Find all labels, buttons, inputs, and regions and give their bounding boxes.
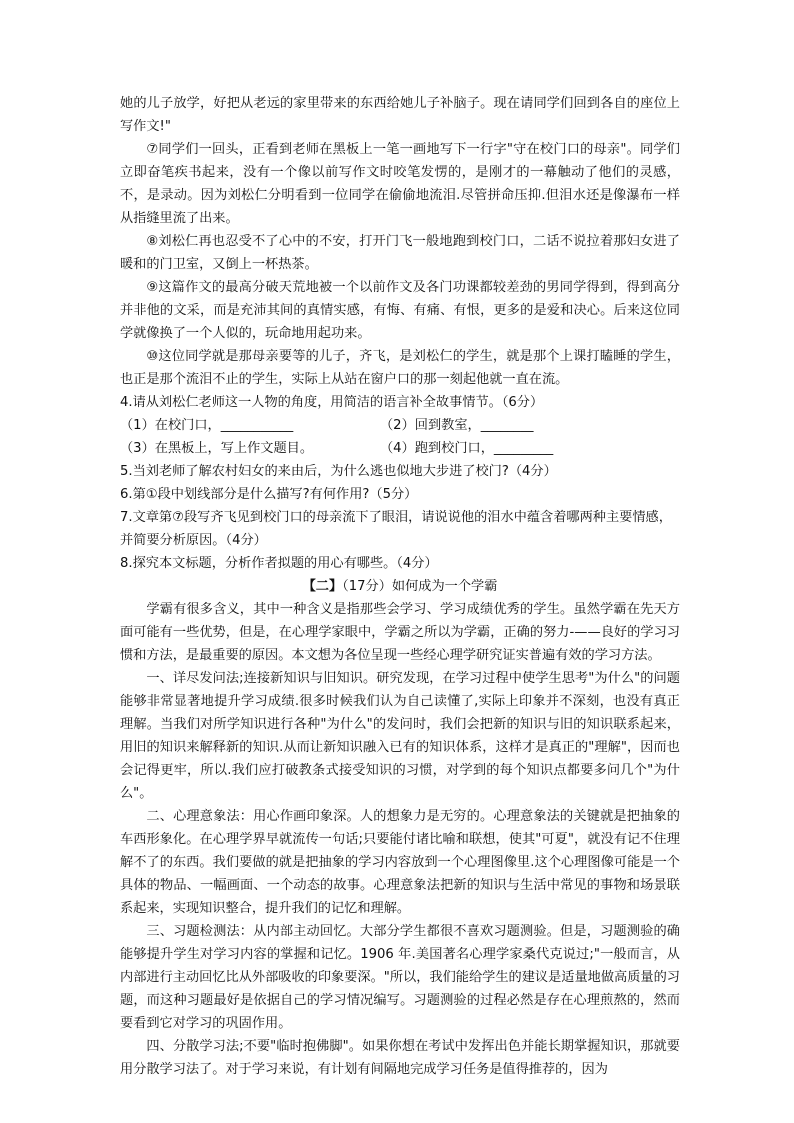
section-2-title: （17分）如何成为一个学霸 — [342, 579, 498, 594]
passage1-paragraph-10: ⑩这位同学就是那母亲要等的儿子，齐飞，是刘松仁的学生，就是那个上课打瞌睡的学生，也正是那个流泪不止的学生，实际上从站在窗户口的那一刻起他就一直在流。 — [120, 349, 680, 387]
passage2-method-4: 四、分散学习法;不要"临时抱佛脚"。如果你想在考试中发挥出色并能长期掌握知识，那就要用分散学习法了。对于学习来说，有计划有间隔地完成学习任务是值得推荐的，因为 — [120, 1039, 680, 1077]
question-4: 4.请从刘松仁老师这一人物的角度，用简洁的语言补全故事情节。（6分） — [120, 395, 544, 410]
question-4-item-2: （2）回到教室，________ — [380, 418, 534, 433]
passage2-method-1: 一、详尽发问法;连接新知识与旧知识。研究发现，在学习过程中使学生思考"为什么"的问题能够非常显著地提升学习成绩.很多时候我们认为自己读懂了,实际上印象并不深刻，也没有真正理解。当我们对所学知识进行各种"为什么"的发问时，我们会把新的知识与旧的知识联系起来，用旧的知识来解释新的知识.从而让新知识融入已有的知识体系，这样才是真正的"理解"，因而也会记得更牢，所以.我们应打破教条式接受知识的习惯，对学到的每个知识点都要多问几个"为什么"。 — [120, 671, 680, 801]
question-4-item-4: （4）跑到校门口，_________ — [380, 441, 554, 456]
section-2-label: 【二】 — [302, 579, 343, 594]
document-page — [120, 92, 680, 1081]
passage1-paragraph-9: ⑨这篇作文的最高分破天荒地被一个以前作文及各门功课都较差劲的男同学得到，得到高分并非他的文采，而是充沛其间的真情实感，有悔、有痛、有恨，更多的是爱和决心。后来这位同学就像换了一个人似的，玩命地用起功来。 — [120, 280, 680, 341]
passage1-paragraph-8: ⑧刘松仁再也忍受不了心中的不安，打开门飞一般地跑到校门口，二话不说拉着那妇女进了暖和的门卫室，又倒上一杯热茶。 — [120, 234, 680, 272]
question-4-item-3: （3）在黑板上，写上作文题目。 — [120, 441, 314, 456]
question-4-row-1 — [120, 414, 680, 437]
section-2-heading — [120, 575, 680, 598]
passage1-continuation: 她的儿子放学，好把从老远的家里带来的东西给她儿子补脑子。现在请同学们回到各自的座位上写作文!" — [120, 96, 680, 134]
passage2-intro: 学霸有很多含义，其中一种含义是指那些会学习、学习成绩优秀的学生。虽然学霸在先天方面可能有一些优势，但是，在心理学家眼中，学霸之所以为学霸，正确的努力-——良好的学习习惯和方法，是最重要的原因。本文想为各位呈现一些经心理学研究证实普遍有效的学习方法。 — [120, 602, 680, 663]
question-8: 8.探究本文标题，分析作者拟题的用心有哪些。（4分） — [120, 556, 438, 571]
passage2-method-2: 二、心理意象法：用心作画印象深。人的想象力是无穷的。心理意象法的关键就是把抽象的车西形象化。在心理学界早就流传一句话;只要能付诸比喻和联想，使其"可夏"，就没有记不住理解不了的东西。我们要做的就是把抽象的学习内容放到一个心理图像里.这个心理图像可能是一个具体的物品、一幅画面、一个动态的故事。心理意象法把新的知识与生活中常见的事物和场景联系起来，实现知识整合，提升我们的记忆和理解。 — [120, 809, 680, 916]
question-7: 7.文章第⑦段写齐飞见到校门口的母亲流下了眼泪，请说说他的泪水中蕴含着哪两种主要情感，并简要分析原因。（4分） — [120, 510, 672, 548]
passage2-method-3: 三、习题检测法：从内部主动回忆。大部分学生都很不喜欢习题测验。但是，习题测验的确能够提升学生对学习内容的掌握和记忆。1906 年.美国著名心理学家桑代克说过;"一般而言，从内部进行主动回忆比从外部吸收的印象要深。"所以，我们能给学生的建议是适量地做高质量的习题，而这种习题最好是依据自己的学习情况编写。习题测验的过程必然是存在心理煎熬的，然而要看到它对学习的巩固作用。 — [120, 924, 680, 1031]
question-4-row-2 — [120, 437, 680, 460]
question-5: 5.当刘老师了解农村妇女的来由后，为什么逃也似地大步进了校门?（4分） — [120, 464, 557, 479]
question-4-item-1: （1）在校门口，___________ — [120, 418, 294, 433]
passage1-paragraph-7: ⑦同学们一回头，正看到老师在黑板上一笔一画地写下一行字"守在校门口的母亲"。同学们立即奋笔疾书起来，没有一个像以前写作文时咬笔发愣的，是刚才的一幕触动了他们的灵感，不，是录动。因为刘松仁分明看到一位同学在偷偷地流泪.尽管拼命压抑.但泪水还是像瀑布一样从指缝里流了出来。 — [120, 142, 680, 226]
question-6: 6.第①段中划线部分是什么描写?有何作用?（5分） — [120, 487, 418, 502]
